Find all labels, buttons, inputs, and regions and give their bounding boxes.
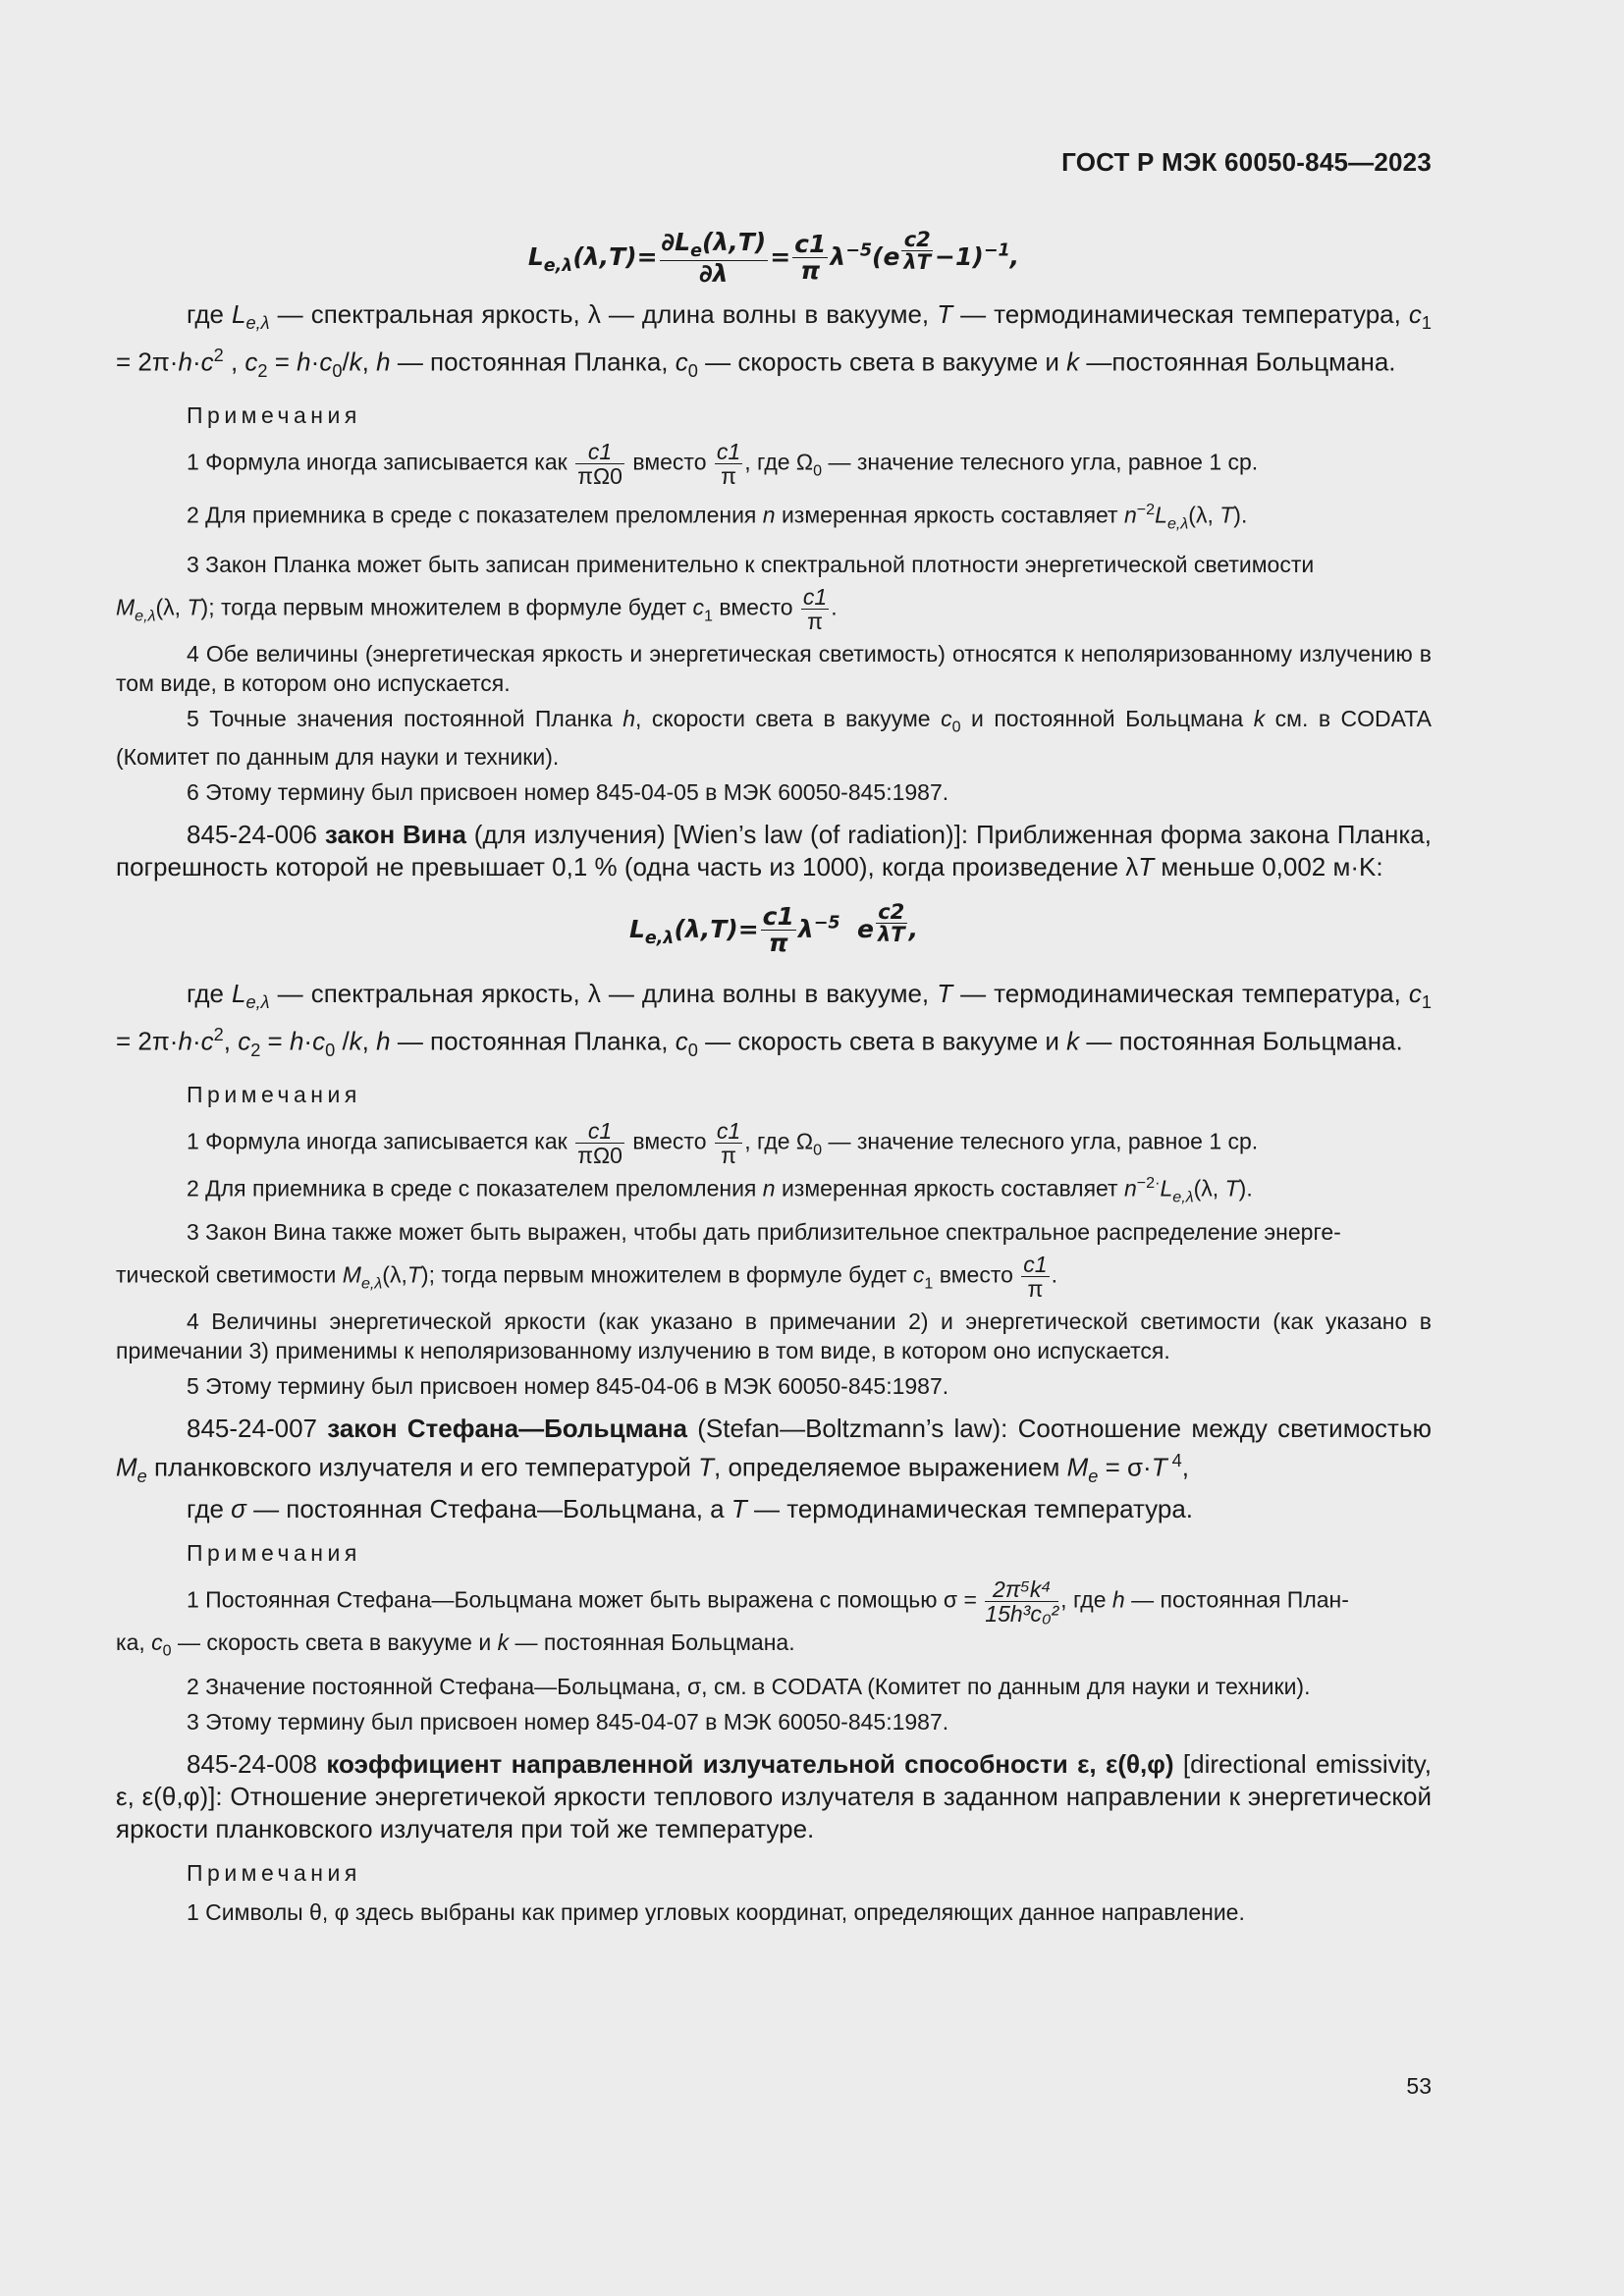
planck-note-4: 4 Обе величины (энергетическая яркость и энергетическая светимость) относятся к неполяризованному излучению в том виде, в котором оно испускается. [116, 641, 1432, 697]
page-number: 53 [1406, 2073, 1432, 2099]
wien-note-4: 4 Величины энергетической яркости (как указано в примечании 2) и энергетической светимости (как указано в примечании 3) применимы к неполяризованному излучению в том виде, в котором оно испускается. [116, 1308, 1432, 1364]
notes-heading: Примечания [187, 1859, 361, 1886]
page-content [116, 221, 1432, 1927]
planck-note-3-line-2: $M_{e,\lambda}(\lambda$, T); тогда первым множителем в формуле будет $c_1$ вместо $\frac{c1}{\pi}$ . [116, 583, 838, 634]
wien-note-3-line-1: 3 Закон Вина также может быть выражен, чтобы дать приблизительное спектральное распределение энерге- [187, 1218, 1341, 1245]
stefan-term-paragraph: 845-24-007 закон Стефана—Больцмана (Stefan—Boltzmann’s law): Соотношение между светимостью $M_e$ планковского излучателя и его температурой T, определяемое выражением $M_e = \sigma\cdot T$ $^4$, [116, 1414, 1432, 1486]
stefan-note-3: 3 Этому термину был присвоен номер 845-04-07 в МЭК 60050-845:1987. [187, 1708, 949, 1735]
wien-where-paragraph: где $L_{e,\lambda}$ — спектральная яркость, λ — длина волны в вакууме, T — термодинамическая температура, $c_1 = 2\pi\cdot h\cdot c^2$, $c_2 = h\cdot c_0$ /k, h — постоянная Планка, $c_0$ — скорость света в вакууме и k — постоянная Больцмана. [116, 979, 1433, 1061]
emissivity-note-1: 1 Символы θ, φ здесь выбраны как пример угловых координат, определяющих данное направление. [187, 1898, 1245, 1925]
wien-formula: $L_{e,\lambda}(\lambda,T)=$ $\frac{c1}{\pi}$ $\lambda^{-5}$ e $^{\frac{c2}{\lambda T}}$ , [628, 899, 919, 957]
notes-heading: Примечания [187, 402, 361, 429]
notes-heading: Примечания [187, 1082, 361, 1108]
stefan-where: где σ — постоянная Стефана—Больцмана, а T — термодинамическая температура. [187, 1493, 1194, 1523]
emissivity-term-paragraph: 845-24-008 коэффициент направленной излучательной способности ε, ε(θ,φ) [directional emissivity, ε, ε(θ,φ)]: Отношение энергетичекой яркости теплового излучателя в заданном направлении к энергетической яркости планковского излучателя при той же температуре. [116, 1748, 1432, 1843]
planck-note-3-line-1: 3 Закон Планка может быть записан применительно к спектральной плотности энергетической светимости [187, 551, 1315, 577]
stefan-note-2: 2 Значение постоянной Стефана—Больцмана, σ, см. в CODATA (Комитет по данным для науки и техники). [187, 1673, 1311, 1699]
planck-note-5: 5 Точные значения постоянной Планка h, скорости света в вакууме $c_0$ и постоянной Больцмана k см. в CODATA (Комитет по данным для науки и техники). [116, 706, 1432, 770]
notes-heading: Примечания [187, 1539, 361, 1566]
standard-header: ГОСТ Р МЭК 60050-845—2023 [1061, 147, 1432, 177]
wien-note-5: 5 Этому термину был присвоен номер 845-04-06 в МЭК 60050-845:1987. [187, 1373, 949, 1400]
planck-note-2: 2 Для приемника в среде с показателем преломления n измеренная яркость составляет $n^{-2}L_{e,\lambda}(\lambda$, T). [187, 500, 1248, 532]
stefan-note-1-line-2: ка, $c_0$ — скорость света в вакууме и k — постоянная Больцмана. [116, 1629, 795, 1660]
stefan-note-1-line-1: 1 Постоянная Стефана—Больцмана может быть выражена с помощью σ = $\frac{\text{2π⁵k⁴}}{\text{15h³c₀²}}$, где h — постоянная План- [187, 1575, 1349, 1628]
wien-note-1: 1 Формула иногда записывается как $\frac{c1}{\pi\Omega 0}$ вместо $\frac{c1}{\pi}$ , где $\Omega_0$ — значение телесного угла, равное 1 ср. [187, 1118, 1259, 1169]
wien-note-3-line-2: тической светимости $M_{e,\lambda}(\lambda,T)$; тогда первым множителем в формуле будет $c_1$ вместо $\frac{c1}{\pi}$ . [116, 1251, 1057, 1302]
wien-term-paragraph: 845-24-006 закон Вина (для излучения) [Wien’s law (of radiation)]: Приближенная форма закона Планка, погрешность которой не превышает 0,1 % (одна часть из 1000), когда произведение λT меньше 0,002 м·K: [116, 819, 1432, 881]
planck-note-6: 6 Этому термину был присвоен номер 845-04-05 в МЭК 60050-845:1987. [187, 778, 949, 805]
wien-note-2: 2 Для приемника в среде с показателем преломления n измеренная яркость составляет $n^{-2\cdot}L_{e,\lambda}(\lambda$, T). [187, 1173, 1253, 1205]
planck-note-1: 1 Формула иногда записывается как $\frac{c1}{\pi\Omega 0}$ вместо $\frac{c1}{\pi}$ , где $\Omega_0$ — значение телесного угла, равное 1 ср. [187, 439, 1259, 490]
planck-where-paragraph: где $L_{e,\lambda}$ — спектральная яркость, λ — длина волны в вакууме, T — термодинамическая температура, $c_1 = 2\pi\cdot h\cdot c^2$ , $c_2 = h\cdot c_0/k$, h — постоянная Планка, $c_0$ — скорость света в вакууме и k —постоянная Больцмана. [116, 299, 1433, 382]
planck-formula: $L_{e,\lambda}(\lambda,T)=$ $\frac{\partial L_e(\lambda,T)}{\partial\lambda}$ = $\frac{c1}{\pi}$ $\lambda^{-5}(e$ $^{\frac{c2}{\lambda T}}$ −1)$^{-1}$, [527, 227, 1020, 288]
